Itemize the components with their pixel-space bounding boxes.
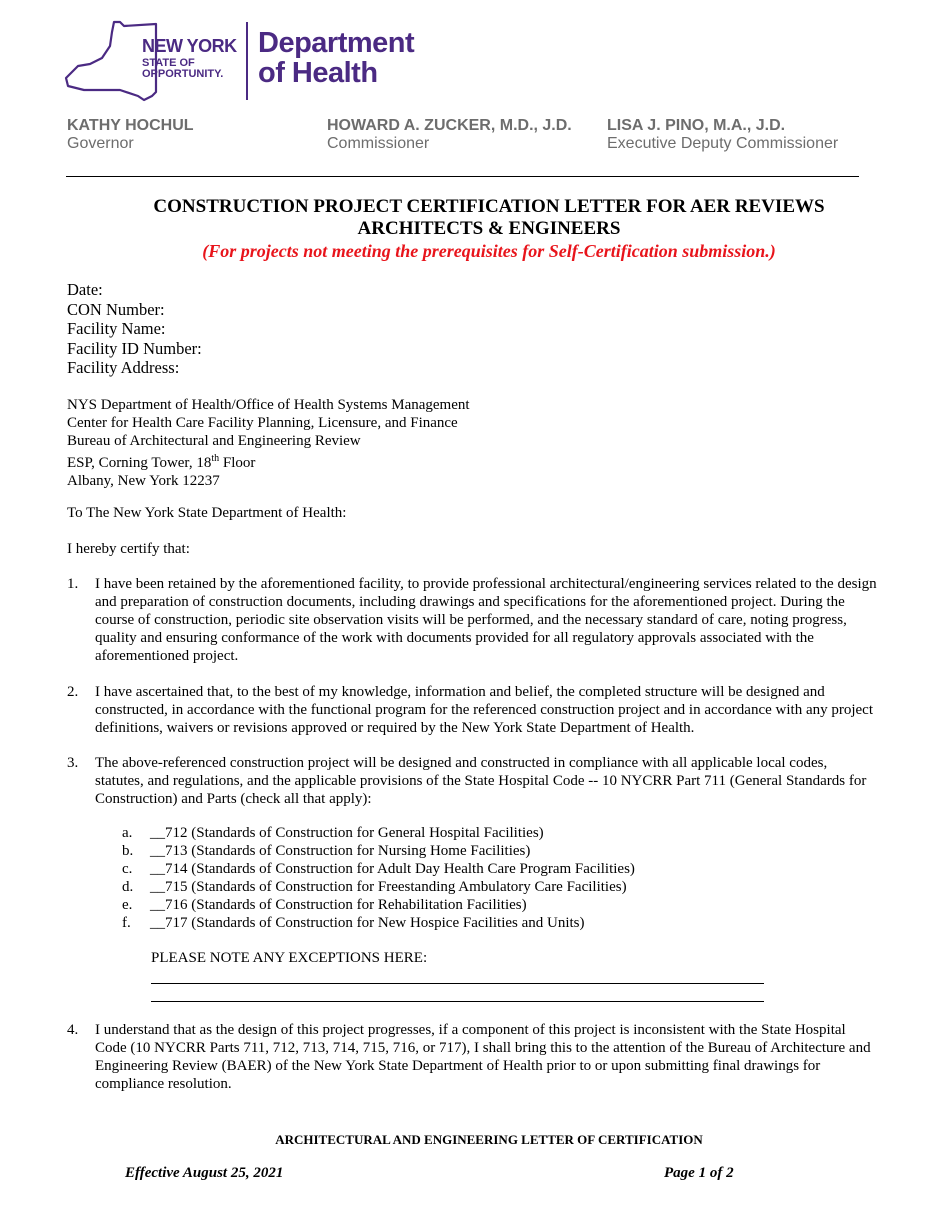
official-deputy <box>607 117 838 153</box>
part-714-option[interactable] <box>122 860 635 878</box>
logo-line1: NEW YORK <box>142 36 237 56</box>
nys-logo <box>64 20 244 104</box>
official-name: LISA J. PINO, M.A., J.D. <box>607 117 786 134</box>
official-governor <box>67 117 194 153</box>
sub-letter: f. <box>122 915 131 931</box>
exceptions-label: PLEASE NOTE ANY EXCEPTIONS HERE: <box>151 950 428 966</box>
part-715-option[interactable] <box>122 878 627 896</box>
item-text: I have been retained by the aforementioned facility, to provide professional architectural/engineering services related to the design and preparation of construction documents, including drawings and specifications for the aforementioned project. During the course of construction, periodic site observation visits will be performed, and the necessary standard of care, noting progress, quality and ensuring conformance of the work with documents provided for all regulatory approvals associated with the aforementioned project. <box>95 576 877 664</box>
logo-line2: STATE OF <box>142 57 195 69</box>
sub-text: __716 (Standards of Construction for Rehabilitation Facilities) <box>150 897 527 913</box>
department-line1: Department <box>258 27 415 59</box>
document-title-line2: ARCHITECTS & ENGINEERS <box>357 218 621 239</box>
page-number: Page 1 of 2 <box>664 1165 734 1181</box>
document-subtitle: (For projects not meeting the prerequisites for Self-Certification submission.) <box>202 241 776 261</box>
sub-text: __714 (Standards of Construction for Adult Day Health Care Program Facilities) <box>150 861 635 877</box>
effective-date: Effective August 25, 2021 <box>125 1165 284 1181</box>
address-line4-pre: ESP, Corning Tower, 18 <box>67 455 212 471</box>
department-line2: of Health <box>258 57 378 89</box>
official-name: KATHY HOCHUL <box>67 117 194 134</box>
con-number-field-label: CON Number: <box>67 299 165 319</box>
facility-address-field-label: Facility Address: <box>67 358 180 378</box>
item-number: 2. <box>67 684 79 700</box>
certification-item-4 <box>67 1021 877 1093</box>
item-text: The above-referenced construction project will be designed and constructed in compliance with all applicable local codes, statutes, and regulations, and the applicable provisions of the State Hospital Code -- 10 NYCRR Part 711 (General Standards for Construction) and Parts (check all that apply): <box>95 755 867 807</box>
date-field-label: Date: <box>67 280 103 299</box>
official-commissioner <box>327 117 572 153</box>
item-text: I understand that as the design of this project progresses, if a component of this project is inconsistent with the State Hospital Code (10 NYCRR Parts 711, 712, 713, 714, 715, 716, or 717), I shall bring this to the attention of the Bureau of Architecture and Engineering Review (BAER) of the New York State Department of Health prior to or upon submitting final drawings for compliance resolution. <box>95 1022 871 1092</box>
address-line <box>67 450 470 472</box>
official-name: HOWARD A. ZUCKER, M.D., J.D. <box>327 117 572 134</box>
exceptions-input-line-2[interactable] <box>151 1001 764 1002</box>
logo-divider <box>246 22 248 100</box>
sub-letter: d. <box>122 879 134 895</box>
official-title: Governor <box>67 135 134 152</box>
part-716-option[interactable] <box>122 896 527 914</box>
document-title-line1: CONSTRUCTION PROJECT CERTIFICATION LETTER FOR AER REVIEWS <box>153 196 825 217</box>
address-line: Center for Health Care Facility Planning, Licensure, and Finance <box>67 415 458 431</box>
address-line: NYS Department of Health/Office of Health Systems Management <box>67 397 470 413</box>
item-text: I have ascertained that, to the best of my knowledge, information and belief, the completed structure will be designed and constructed, in accordance with the functional program for the referenced construction project and in accordance with any project definitions, waivers or revisions approved or required by the New York State Department of Health. <box>95 684 873 736</box>
part-712-option[interactable] <box>122 824 544 842</box>
facility-name-field-label: Facility Name: <box>67 319 166 339</box>
item-number: 3. <box>67 755 79 771</box>
sub-text: __713 (Standards of Construction for Nursing Home Facilities) <box>150 843 531 859</box>
official-title: Commissioner <box>327 135 430 152</box>
exceptions-input-line-1[interactable] <box>151 983 764 984</box>
item-number: 1. <box>67 576 79 592</box>
part-713-option[interactable] <box>122 842 530 860</box>
certification-item-3 <box>67 754 877 808</box>
logo-line3: OPPORTUNITY. <box>142 68 224 80</box>
address-line: Albany, New York 12237 <box>67 473 220 489</box>
facility-fields <box>67 280 202 378</box>
sub-letter: b. <box>122 843 134 859</box>
item-number: 4. <box>67 1022 79 1038</box>
address-line4-post: Floor <box>219 455 256 471</box>
official-title: Executive Deputy Commissioner <box>607 135 839 152</box>
salutation: To The New York State Department of Health: <box>67 505 347 521</box>
department-name <box>258 28 414 88</box>
header-rule <box>66 176 859 177</box>
sub-letter: c. <box>122 861 133 877</box>
address-line4-sup: th <box>211 453 220 464</box>
sub-letter: a. <box>122 825 133 841</box>
sub-text: __717 (Standards of Construction for New Hospice Facilities and Units) <box>150 915 585 931</box>
facility-id-field-label: Facility ID Number: <box>67 338 202 358</box>
certify-statement: I hereby certify that: <box>67 541 190 557</box>
sub-text: __715 (Standards of Construction for Freestanding Ambulatory Care Facilities) <box>150 879 627 895</box>
certification-item-1 <box>67 575 877 665</box>
recipient-address <box>67 396 470 490</box>
footer-title: ARCHITECTURAL AND ENGINEERING LETTER OF CERTIFICATION <box>275 1132 703 1147</box>
sub-letter: e. <box>122 897 133 913</box>
part-717-option[interactable] <box>122 914 585 932</box>
certification-item-2 <box>67 683 877 737</box>
sub-text: __712 (Standards of Construction for General Hospital Facilities) <box>150 825 544 841</box>
address-line: Bureau of Architectural and Engineering Review <box>67 433 361 449</box>
